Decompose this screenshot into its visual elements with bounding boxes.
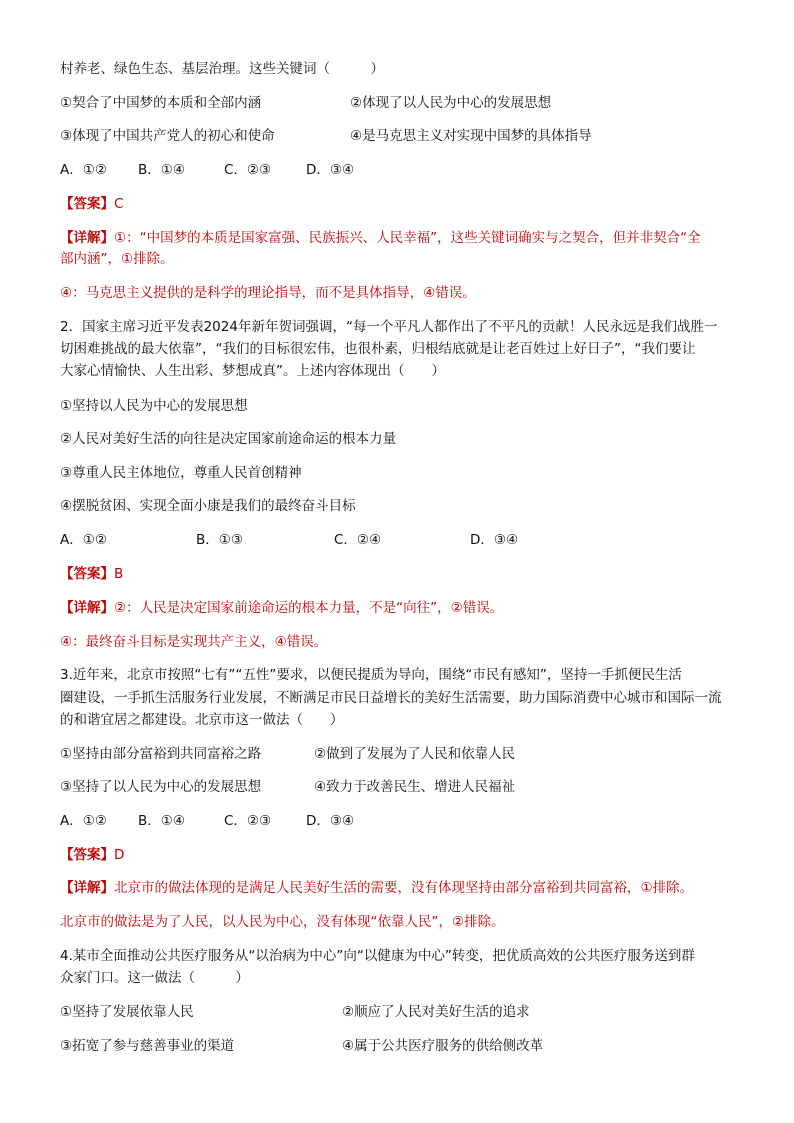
q4-option-3: ③拓宽了参与慈善事业的渠道 — [60, 1038, 235, 1054]
q4-option-2: ②顺应了人民对美好生活的追求 — [342, 1004, 530, 1020]
q2-choice-c: C．②④ — [334, 532, 382, 548]
q3-detail-line-1 — [60, 879, 693, 897]
q2-stem-line-2: 切困难挑战的最大依靠”，“我们的目标很宏伟，也很朴素，归根结底就是让老百姓过上好日子”，“我们要让 — [60, 341, 696, 357]
q3-option-3: ③坚持了以人民为中心的发展思想 — [60, 779, 262, 795]
detail-tag: 【详解】 — [60, 880, 114, 896]
q3-choice-a: A．①② — [60, 813, 107, 829]
q3-option-2: ②做到了发展为了人民和依靠人民 — [314, 746, 516, 762]
q2-option-3: ③尊重人民主体地位，尊重人民首创精神 — [60, 465, 302, 481]
q4-stem-line-2: 众家门口。这一做法（ ） — [60, 970, 249, 986]
q2-answer — [60, 565, 123, 583]
q2-detail-line-2: ④：最终奋斗目标是实现共产主义，④错误。 — [60, 634, 328, 650]
detail-tag: 【详解】 — [60, 600, 114, 616]
answer-value: D — [114, 847, 125, 863]
answer-value: B — [114, 566, 124, 582]
q3-choice-c: C．②③ — [224, 813, 272, 829]
q1-choice-d: D．③④ — [306, 162, 355, 178]
q2-option-4: ④摆脱贫困、实现全面小康是我们的最终奋斗目标 — [60, 498, 356, 514]
answer-value: C — [114, 196, 124, 212]
q3-stem-line-1: 3.近年来，北京市按照“七有”“五性”要求，以便民提质为导向，围绕“市民有感知”，坚持一手抓便民生活 — [60, 667, 682, 683]
q4-option-1: ①坚持了发展依靠人民 — [60, 1004, 194, 1020]
q2-option-1: ①坚持以人民为中心的发展思想 — [60, 398, 248, 414]
detail-tag: 【详解】 — [60, 230, 114, 246]
answer-tag: 【答案】 — [60, 847, 114, 863]
q3-choice-d: D．③④ — [306, 813, 355, 829]
detail-text: 北京市的做法体现的是满足人民美好生活的需要，没有体现坚持由部分富裕到共同富裕，①排除。 — [114, 880, 694, 896]
answer-tag: 【答案】 — [60, 566, 114, 582]
q2-stem-line-3: 大家心情愉快、人生出彩、梦想成真”。上述内容体现出（ ） — [60, 363, 445, 379]
q3-choice-b: B．①④ — [138, 813, 185, 829]
q1-option-4: ④是马克思主义对实现中国梦的具体指导 — [350, 128, 592, 144]
q4-stem-line-1: 4.某市全面推动公共医疗服务从“以治病为中心”向“以健康为中心”转变，把优质高效的公共医疗服务送到群 — [60, 948, 695, 964]
q2-stem-line-1: 2．国家主席习近平发表2024年新年贺词强调，“每一个平凡人都作出了不平凡的贡献！人民永远是我们战胜一 — [60, 319, 718, 335]
q2-choice-d: D．③④ — [470, 532, 519, 548]
q1-stem-end: 村养老、绿色生态、基层治理。这些关键词（ ） — [60, 61, 384, 77]
q3-detail-line-2: 北京市的做法是为了人民，以人民为中心，没有体现“依靠人民”，②排除。 — [60, 914, 505, 930]
q3-option-1: ①坚持由部分富裕到共同富裕之路 — [60, 746, 262, 762]
q1-detail-line-3: ④：马克思主义提供的是科学的理论指导，而不是具体指导，④错误。 — [60, 285, 476, 301]
q1-option-1: ①契合了中国梦的本质和全部内涵 — [60, 95, 262, 111]
answer-tag: 【答案】 — [60, 196, 114, 212]
q2-option-2: ②人民对美好生活的向往是决定国家前途命运的根本力量 — [60, 431, 397, 447]
q1-detail-line-2: 部内涵”，①排除。 — [60, 251, 174, 267]
q1-detail-line-1 — [60, 229, 701, 247]
q1-option-2: ②体现了以人民为中心的发展思想 — [350, 95, 552, 111]
q2-detail-line-1 — [60, 599, 503, 617]
q1-answer — [60, 195, 123, 213]
q1-choice-b: B．①④ — [138, 162, 185, 178]
q1-choice-c: C．②③ — [224, 162, 272, 178]
detail-text: ①：“中国梦的本质是国家富强、民族振兴、人民幸福”，这些关键词确实与之契合，但并非契合“全 — [114, 230, 701, 246]
q2-choice-a: A．①② — [60, 532, 107, 548]
q4-option-4: ④属于公共医疗服务的供给侧改革 — [342, 1038, 544, 1054]
q3-answer — [60, 846, 124, 864]
q3-stem-line-3: 的和谐宜居之都建设。北京市这一做法（ ） — [60, 712, 344, 728]
q3-option-4: ④致力于改善民生、增进人民福祉 — [314, 779, 516, 795]
q1-option-3: ③体现了中国共产党人的初心和使命 — [60, 128, 275, 144]
q3-stem-line-2: 圈建设，一手抓生活服务行业发展，不断满足市民日益增长的美好生活需要，助力国际消费中心城市和国际一流 — [60, 690, 722, 706]
q2-choice-b: B．①③ — [196, 532, 243, 548]
detail-text: ②：人民是决定国家前途命运的根本力量，不是“向往”，②错误。 — [114, 600, 504, 616]
q1-choice-a: A．①② — [60, 162, 107, 178]
